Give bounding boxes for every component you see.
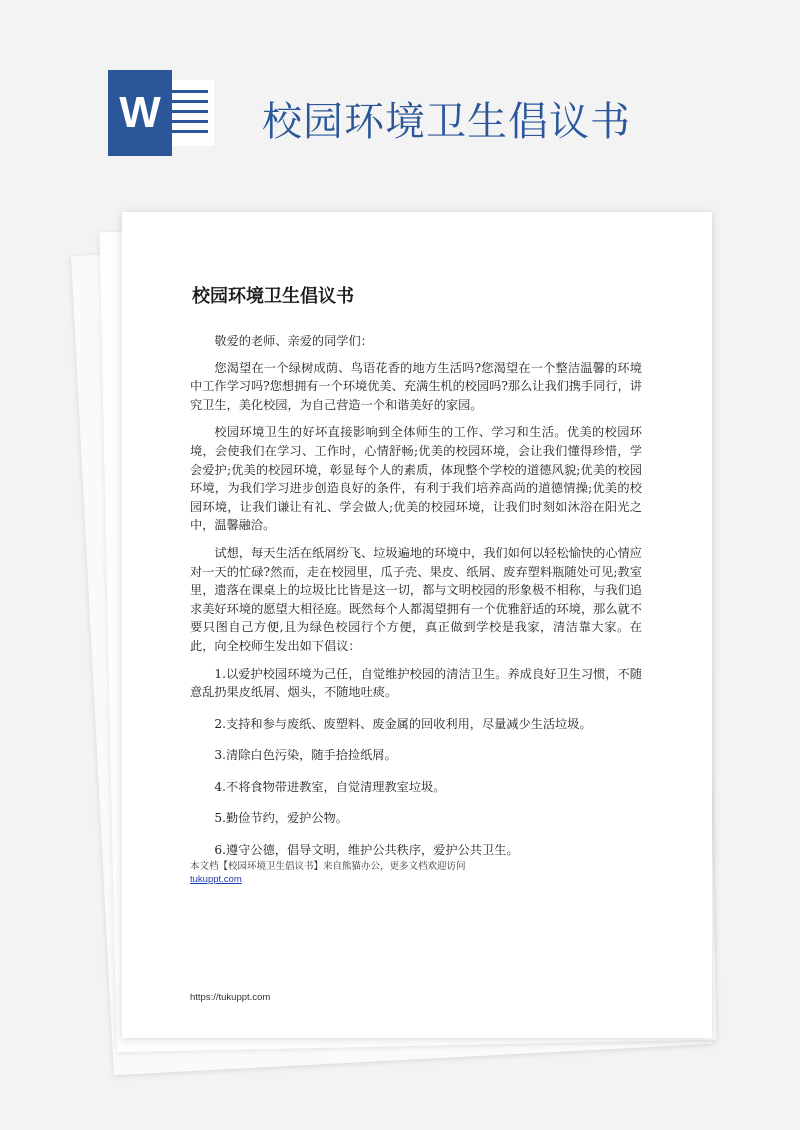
paragraph: 试想，每天生活在纸屑纷飞、垃圾遍地的环境中，我们如何以轻松愉快的心情应对一天的忙碌?然而，走在校园里，瓜子壳、果皮、纸屑、废弃塑料瓶随处可见;教室里，遗落在课桌上的垃圾比比皆是这一切，都与文明校园的形象极不相称，与我们追求美好环境的愿望大相径庭。既然每个人都渴望拥有一个优雅舒适的环境，那么就不要只图自己方便,且为绿色校园行个方便，真正做到学校是我家，清洁靠大家。在此，向全校师生发出如下倡议： [190, 545, 642, 653]
list-item: 2.支持和参与废纸、废塑料、废金属的回收利用，尽量减少生活垃圾。 [214, 716, 592, 731]
greeting: 敬爱的老师、亲爱的同学们： [214, 334, 373, 348]
paragraph: 校园环境卫生的好坏直接影响到全体师生的工作、学习和生活。优美的校园环境，会使我们在学习、工作时，心情舒畅;优美的校园环境，会让我们懂得珍惜，学会爱护;优美的校园环境，彰显每个人的素质，体现整个学校的道德风貌;优美的校园环境，为我们学习进步创造良好的条件，有利于我们培养高尚的道德情操;优美的校园环境，让我们谦让有礼、学会做人;优美的校园环境，让我们时刻如沐浴在阳光之中，温馨融洽。 [190, 425, 642, 533]
document-title: 校园环境卫生倡议书 [192, 286, 354, 307]
document-page [122, 212, 712, 1038]
source-footnote [190, 860, 466, 886]
footnote-link[interactable]: tukuppt.com [190, 874, 242, 885]
list-item: 1.以爱护校园环境为己任，自觉维护校园的清洁卫生。养成良好卫生习惯，不随意乱扔果皮纸屑、烟头，不随地吐痰。 [190, 666, 642, 700]
list-item: 6.遵守公德，倡导文明，维护公共秩序，爱护公共卫生。 [214, 843, 519, 858]
paragraph: 您渴望在一个绿树成荫、鸟语花香的地方生活吗?您渴望在一个整洁温馨的环境中工作学习吗?您想拥有一个环境优美、充满生机的校园吗?那么让我们携手同行，讲究卫生，美化校园，为自己营造一个和谐美好的家园。 [190, 360, 642, 412]
header [0, 0, 800, 210]
list-item: 3.清除白色污染，随手拾捡纸屑。 [214, 748, 397, 763]
word-document-icon [108, 70, 216, 156]
footer-url[interactable]: https://tukuppt.com [190, 992, 271, 1003]
document-body [190, 332, 642, 860]
word-logo-letter: W [108, 70, 172, 156]
footnote-text: 本文档【校园环境卫生倡议书】来自熊猫办公，更多文档欢迎访问 [190, 861, 466, 872]
list-item: 4.不将食物带进教室，自觉清理教室垃圾。 [214, 779, 446, 794]
page-title: 校园环境卫生倡议书 [262, 99, 631, 145]
list-item: 5.勤俭节约，爱护公物。 [214, 811, 348, 826]
